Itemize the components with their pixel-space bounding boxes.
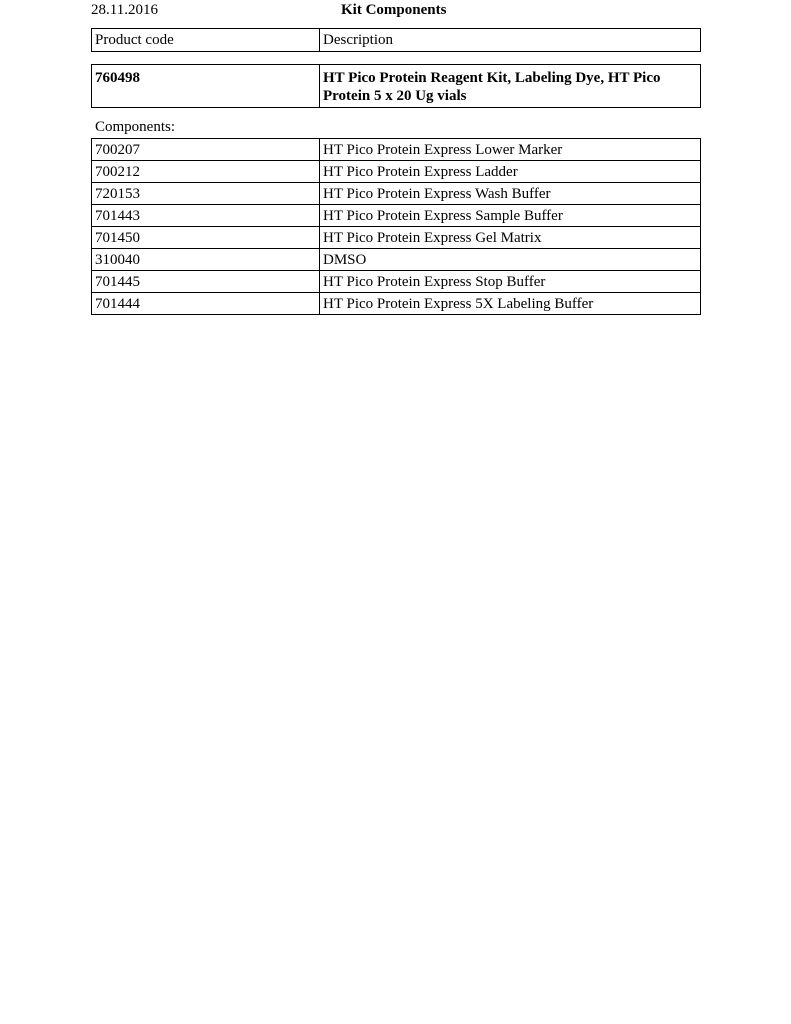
component-description: HT Pico Protein Express Gel Matrix	[320, 227, 701, 249]
component-description: DMSO	[320, 249, 701, 271]
document-title: Kit Components	[341, 2, 447, 18]
component-code: 720153	[92, 183, 320, 205]
component-code: 310040	[92, 249, 320, 271]
product-description: HT Pico Protein Reagent Kit, Labeling Dye, HT Pico Protein 5 x 20 Ug vials	[320, 65, 701, 108]
table-row	[92, 183, 701, 205]
table-row	[92, 227, 701, 249]
components-label: Components:	[95, 119, 176, 135]
product-row	[92, 65, 701, 108]
product-code-header: Product code	[92, 29, 320, 52]
document-date: 28.11.2016	[91, 2, 158, 18]
component-code: 700212	[92, 161, 320, 183]
components-table-body	[92, 139, 701, 315]
component-code: 701444	[92, 293, 320, 315]
component-code: 701443	[92, 205, 320, 227]
components-table	[91, 138, 701, 315]
table-row	[92, 205, 701, 227]
component-description: HT Pico Protein Express Ladder	[320, 161, 701, 183]
component-code: 700207	[92, 139, 320, 161]
table-row	[92, 161, 701, 183]
product-table	[91, 64, 701, 108]
component-code: 701450	[92, 227, 320, 249]
table-row	[92, 139, 701, 161]
table-row	[92, 293, 701, 315]
table-header	[91, 28, 701, 52]
product-code: 760498	[92, 65, 320, 108]
component-description: HT Pico Protein Express Sample Buffer	[320, 205, 701, 227]
component-description: HT Pico Protein Express Lower Marker	[320, 139, 701, 161]
component-code: 701445	[92, 271, 320, 293]
description-header: Description	[320, 29, 701, 52]
component-description: HT Pico Protein Express Wash Buffer	[320, 183, 701, 205]
table-header-row	[92, 29, 701, 52]
component-description: HT Pico Protein Express Stop Buffer	[320, 271, 701, 293]
component-description: HT Pico Protein Express 5X Labeling Buffer	[320, 293, 701, 315]
table-row	[92, 249, 701, 271]
table-row	[92, 271, 701, 293]
